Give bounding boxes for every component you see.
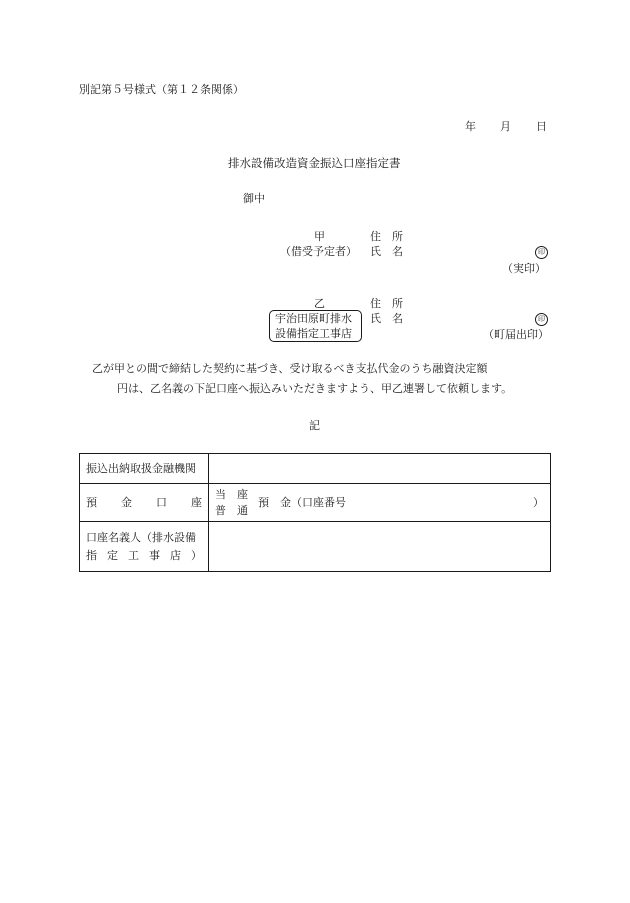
party-b-role-line1: 宇治田原町排水: [275, 312, 352, 325]
account-number-close: ）: [533, 495, 544, 509]
party-a-seal-note: （実印）: [502, 262, 546, 275]
party-b-role-line2: 設備指定工事店: [275, 327, 352, 340]
date-day-label: 日: [536, 120, 547, 133]
form-number: 別記第５号様式（第１２条関係）: [79, 83, 244, 96]
party-b-mark: 乙: [314, 297, 325, 310]
table-row: [80, 484, 551, 522]
date-year-label: 年: [465, 120, 476, 133]
party-b-seal-note: （町届出印）: [483, 328, 549, 341]
party-a-name-label: 氏 名: [370, 245, 403, 258]
party-a-seal-icon: 印: [535, 245, 548, 259]
table-row: [80, 454, 551, 484]
document-title: 排水設備改造資金振込口座指定書: [228, 156, 401, 170]
account-number-label: 預 金（口座番号: [258, 495, 346, 509]
ki-heading: 記: [309, 419, 320, 432]
party-a-address-label: 住 所: [370, 230, 403, 243]
holder-value-cell: [209, 522, 551, 572]
party-a-role: （借受予定者）: [280, 245, 357, 258]
party-b-name-label: 氏 名: [370, 312, 403, 325]
account-type-options: [215, 487, 248, 519]
bank-value-cell: [209, 454, 551, 484]
account-type-ordinary: 普 通: [215, 503, 248, 517]
party-b-seal-icon: 印: [535, 312, 548, 326]
date-month-label: 月: [500, 120, 511, 133]
account-label: 預 金 口 座: [80, 484, 209, 522]
addressee-suffix: 御中: [243, 192, 265, 205]
body-line-1: 乙が甲との間で締結した契約に基づき、受け取るべき支払代金のうち融資決定額: [92, 362, 488, 375]
bank-label: 振込出納取扱金融機関: [80, 454, 209, 484]
body-line-2: 円は、乙名義の下記口座へ振込みいただきますよう、甲乙連署して依頼します。: [117, 382, 513, 395]
account-value-cell: [209, 484, 551, 522]
party-b-address-label: 住 所: [370, 297, 403, 310]
holder-label: 口座名義人（排水設備 指 定 工 事 店 ）: [80, 522, 209, 572]
account-table: [79, 453, 551, 572]
account-type-current: 当 座: [215, 487, 248, 501]
table-row: [80, 522, 551, 572]
party-a-mark: 甲: [314, 230, 325, 243]
